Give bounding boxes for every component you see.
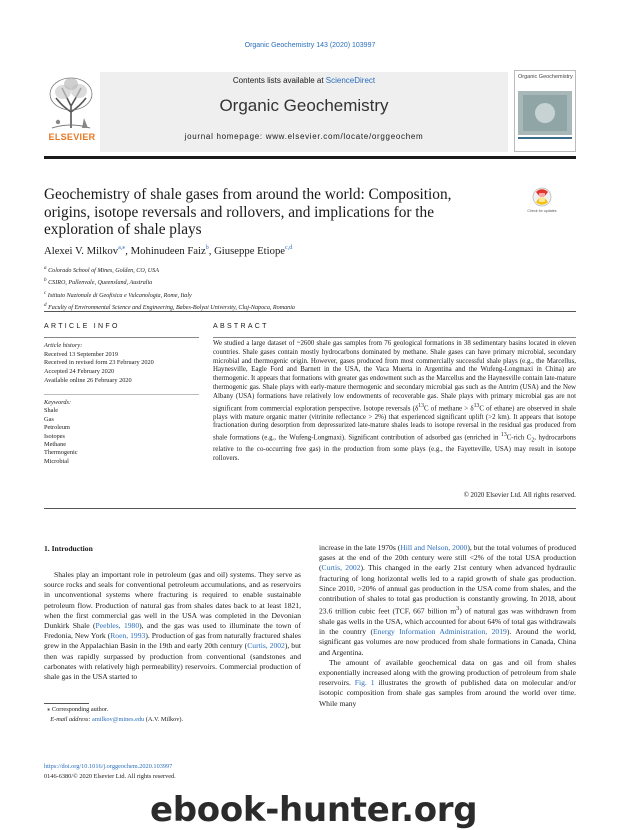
journal-homepage[interactable]: journal homepage: www.elsevier.com/locate/orggeochem [184, 132, 424, 141]
keyword: Methane [44, 441, 67, 449]
cover-title-text: Organic Geochemistry [518, 74, 573, 80]
keywords-label: Keywords: [44, 399, 72, 406]
abstract-rule [213, 337, 576, 338]
author-2-affil[interactable]: b [205, 245, 209, 251]
keyword: Thermogenic [44, 449, 78, 457]
contents-available-line [100, 76, 508, 85]
corresponding-author-note: ⁎ Corresponding author. [47, 706, 109, 713]
journal-cover-art-icon [515, 71, 575, 151]
footnote-rule [44, 703, 89, 704]
author-list: Alexei V. Milkov$^{a,⁎}$, Mohinudeen Faiz$^b$, Giuseppe Etiope$^{c,d}$ [44, 245, 293, 257]
issn-line: 0146-6380/© 2020 Elsevier Ltd. All rights reserved. [44, 772, 176, 780]
check-for-updates-icon[interactable] [529, 186, 555, 218]
keywords [44, 399, 204, 466]
keyword: Isotopes [44, 432, 65, 440]
author-1[interactable]: Alexei V. Milkov [44, 245, 119, 257]
body-column-right: increase in the late 1970s (Hill and Nelson, 2000), but the total volumes of produced gases at the end of the 20th century were still <2% of the total USA production (Curtis, 2002). This changed in the early 21st century when advanced hydraulic fracturing of long horizontal wells led to a rapid growth of shale gas production. Since 2010, >20% of annual gas production in the USA come from shales, and the contribution of shales to total gas production is constantly growing. In 2018, about 23.6 trillion cubic feet (TCF, 667 billion $m^3$) of natural gas was withdrawn from shale gas wells in the USA, which accounted for about 64% of total gas withdrawals in the country (Energy Information Administration, 2019). Around the world, significant gas volumes are now produced from shale formations in Canada, China and Argentina. The amount of available geochemical data on gas and oil from shales exponentially increased along with the growing production of petroleum from shale reservoirs. Fig. 1 illustrates the growth of published data on molecular and/or isotopic composition from shale gas samples from around the world over time. While many [319, 543, 577, 708]
check-for-updates-label: Check for updates [527, 209, 557, 213]
doi-link[interactable]: https://doi.org/10.1016/j.orggeochem.2020.103997 [44, 763, 173, 770]
abstract-copyright: © 2020 Elsevier Ltd. All rights reserved. [463, 492, 576, 499]
ref-fig-1[interactable]: Fig. 1 [354, 678, 375, 688]
section-heading-introduction: 1. Introduction [44, 544, 93, 553]
article-title: Geochemistry of shale gases from around the world: Composition, origins, isotope reversals and rollovers, and implications for the exploration of shale plays [44, 186, 452, 238]
elsevier-wordmark: ELSEVIER [48, 132, 96, 142]
ref-peebles-1980[interactable]: Peebles, 1980 [95, 621, 140, 631]
affiliation-c: $^c$ Istituto Nazionale di Geofisica e Vulcanologia, Rome, Italy [44, 289, 192, 299]
author-3-affil[interactable]: c,d [285, 245, 293, 251]
header-divider [44, 156, 576, 159]
doi-block [44, 762, 301, 781]
affiliations-divider [44, 311, 576, 312]
keyword: Microbial [44, 457, 69, 465]
affiliation-a: $^a$ Colorado School of Mines, Golden, CO, USA [44, 265, 159, 275]
affiliation-b: $^b$ CSIRO, Pullenvale, Queensland, Australia [44, 277, 153, 287]
keyword: Shale [44, 407, 58, 415]
article-info-rule [44, 337, 199, 338]
footnotes [44, 705, 301, 724]
abstract-text: We studied a large dataset of ~2600 shale gas samples from 76 geological formations in 38 sedimentary basins located in eleven countries. Shale gases contain mostly hydrocarbons dominated by methane. Shale gases can have primary microbial, secondary microbial and thermogenic origin. However, gases produced from most commercially successful shale plays (e.g., the Marcellus, Haynesville, Eagle Ford and Barnett in the USA, the Vaca Muerta in Argentina and the Wufeng-Longmaxi in China) are thermogenic. It appears that formations with greater gas endowment such as the Marcellus and the Haynesville contain late-mature thermogenic gas. Shale plays with early-mature thermogenic and secondary microbial gas such as the Antrim (USA) and the New Albany (USA) formations have relatively low endowments of recoverable gas. Shale plays with primary microbial gas are not significant from commercial exploration perspective. Isotope reversals ($\delta^{13}C$ of methane > $\delta^{13}C$ of ethane) are observed in shale plays with mature organic matter (vitrinite reflectance > 2%) that experienced significant uplift (>2 km). It appears that isotope fractionation during desorption from depressurized late-mature shales leads to isotope reversal in the residual gas produced from shale formations (e.g., the Wufeng-Longmaxi). Significant contribution of adsorbed gas (enriched in $^{13}$C-rich $C_2$, hydrocarbons relative to the co-occurring free gas) in the production from some plays (e.g., the Fayetteville, USA) may result in isotope rollovers. [213, 340, 576, 462]
ref-hill-nelson-2000[interactable]: Hill and Nelson, 2000 [400, 543, 468, 552]
journal-reference[interactable]: Organic Geochemistry 143 (2020) 103997 [244, 42, 376, 49]
contents-prefix: Contents lists available at [232, 76, 326, 85]
keyword: Petroleum [44, 424, 70, 432]
email-link[interactable]: amilkov@mines.edu [92, 715, 145, 723]
history-received: Received 13 September 2019 [44, 350, 118, 358]
keyword: Gas [44, 415, 54, 423]
history-label: Article history: [44, 342, 83, 349]
journal-title: Organic Geochemistry [219, 96, 389, 115]
ref-roen-1993[interactable]: Roen, 1993 [110, 631, 146, 641]
sciencedirect-link[interactable]: ScienceDirect [325, 76, 376, 85]
journal-cover-thumbnail[interactable] [514, 70, 576, 152]
author-3[interactable]: Giuseppe Etiope [214, 245, 286, 257]
history-online: Available online 26 February 2020 [44, 376, 132, 384]
history-revised: Received in revised form 23 February 2020 [44, 359, 154, 367]
article-info-heading: ARTICLE INFO [44, 323, 120, 330]
author-2[interactable]: Mohinudeen Faiz [130, 245, 206, 257]
ref-eia-2019[interactable]: Energy Information Administration, 2019 [373, 627, 507, 637]
ref-curtis-2002[interactable]: Curtis, 2002 [321, 563, 361, 573]
history-accepted: Accepted 24 February 2020 [44, 368, 115, 376]
abstract-heading: ABSTRACT [213, 323, 269, 330]
watermark: ebook-hunter.org [150, 790, 478, 830]
email-note: E-mail address: amilkov@mines.edu (A.V. Milkov). [50, 715, 184, 723]
body-column-left: Shales play an important role in petroleum (gas and oil) systems. They serve as source rocks and seals for conventional petroleum accumulations, and as reservoirs in unconventional systems where fracturing is required to enable sustainable petroleum flow. Production of natural gas from shales dates back to at least 1821, when the first commercial gas well in the USA was completed in the Devonian Dunkirk Shale (Peebles, 1980), and the gas was used to illuminate the town of Fredonia, New York (Roen, 1993). Production of gas from naturally fractured shales grew in the Appalachian Basin in the 19th and early 20th century (Curtis, 2002), but then was rapidly surpassed by production from conventional (sandstones and carbonates with relatively high permeability) reservoirs. Commercial production of shale gas in the USA started to [44, 570, 302, 682]
ref-curtis-2002[interactable]: Curtis, 2002 [247, 641, 285, 651]
author-1-affil[interactable]: a,⁎ [118, 245, 126, 251]
affiliations [44, 264, 564, 313]
article-history [44, 342, 204, 386]
affiliation-d: $^d$ Faculty of Environmental Science and Engineering, Babes-Bolyai University, Cluj-Napoca, Romania [44, 301, 295, 312]
article-info-mid-rule [44, 394, 199, 395]
abstract-bottom-divider [44, 508, 576, 509]
